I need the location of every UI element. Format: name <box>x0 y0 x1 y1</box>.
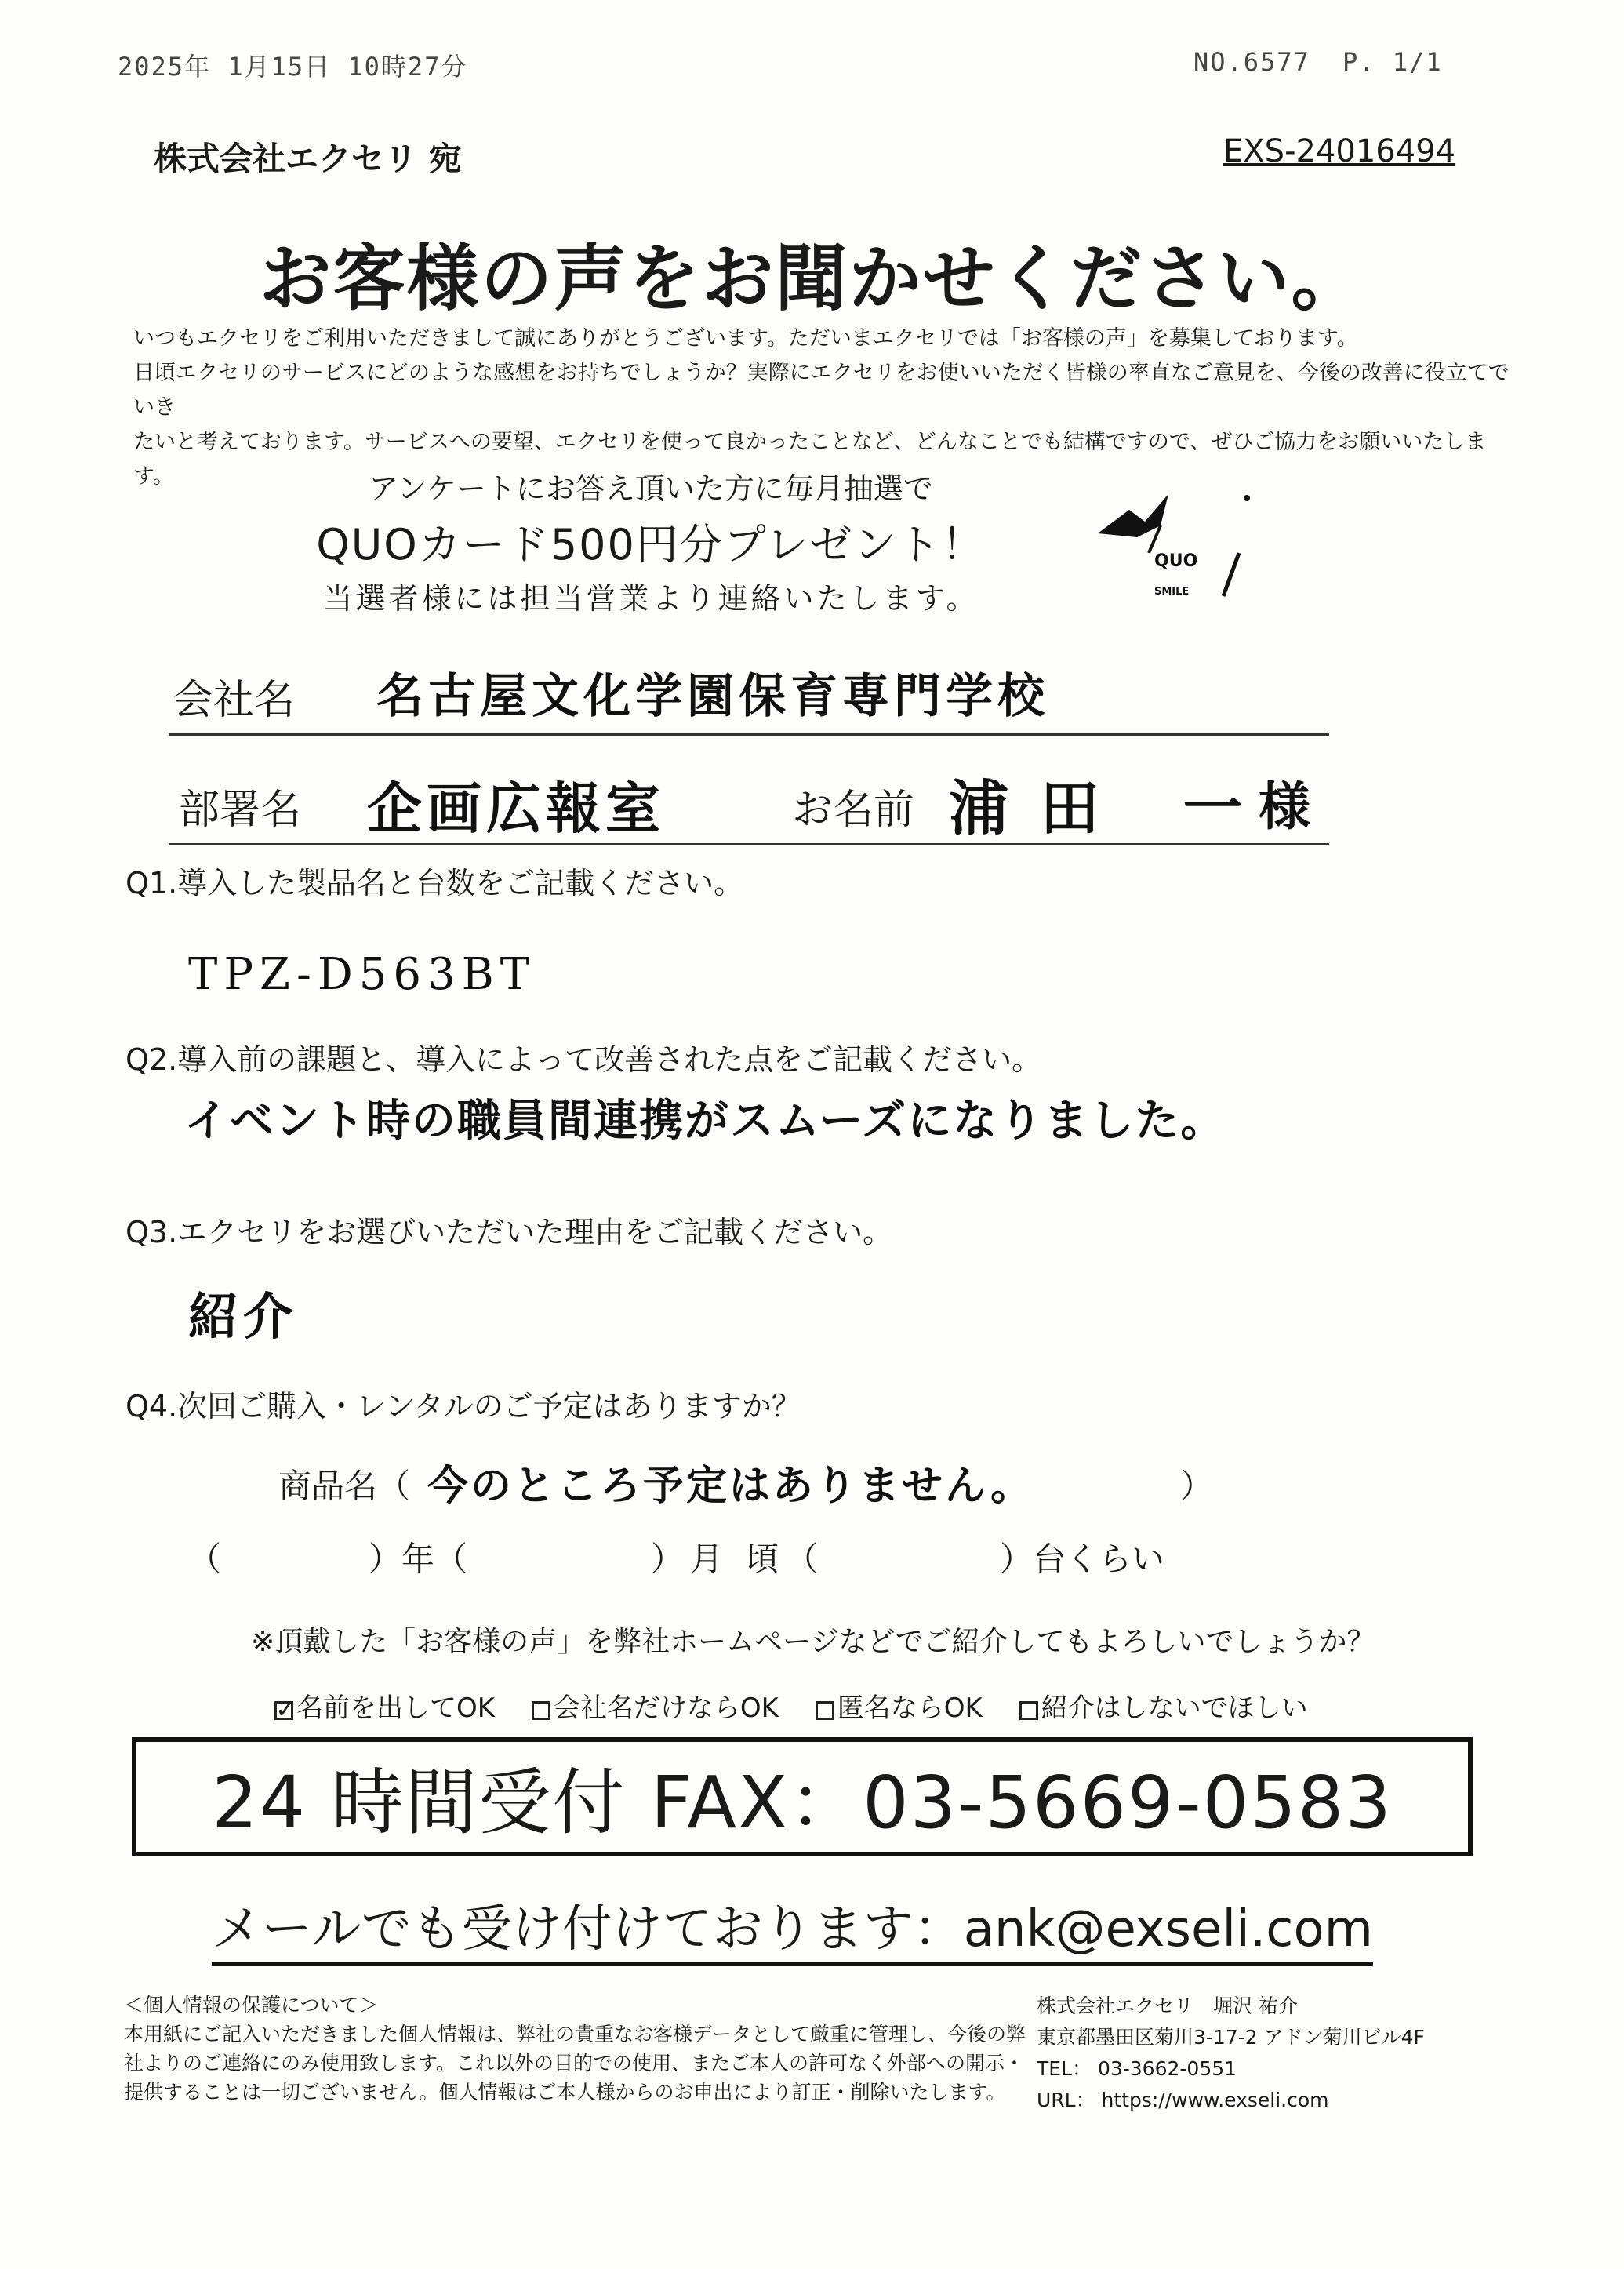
consent-option-none[interactable]: 紹介はしないでほしい <box>1019 1693 1308 1724</box>
year-label: ）年（ <box>369 1540 468 1578</box>
product-label: 商品名（ <box>278 1467 411 1505</box>
consent-question: ※頂戴した「お客様の声」を弊社ホームページなどでご紹介してもよろしいでしょうか？ <box>251 1626 1375 1658</box>
checkbox-icon[interactable] <box>1019 1701 1038 1720</box>
answer-2[interactable]: イベント時の職員間連携がスムーズになりました。 <box>184 1095 1226 1147</box>
reference-number: EXS-24016494 <box>1223 133 1456 169</box>
company-info <box>1037 1991 1425 2116</box>
company-tel: TEL： 03-3662-0551 <box>1037 2057 1237 2080</box>
campaign-line-1: アンケートにお答え頂いた方に毎月抽選で <box>369 471 933 506</box>
checkbox-icon[interactable] <box>532 1701 550 1720</box>
consent-option-company[interactable]: 会社名だけならOK <box>532 1693 779 1724</box>
answer-3[interactable]: 紹介 <box>188 1288 298 1347</box>
question-1: Q1.導入した製品名と台数をご記載ください。 <box>125 866 744 900</box>
fax-banner-text: 24 時間受付 FAX：03-5669-0583 <box>212 1761 1393 1845</box>
fax-page: P. 1/1 <box>1342 47 1443 77</box>
company-address: 東京都墨田区菊川3-17-2 アドン菊川ビル4F <box>1037 2026 1425 2049</box>
answer-1[interactable]: TPZ-D563BT <box>188 949 536 1000</box>
fax-banner <box>132 1737 1473 1856</box>
company-url[interactable]: URL： https://www.exseli.com <box>1037 2089 1329 2111</box>
dept-label: 部署名 <box>179 787 302 834</box>
amount-label: ）台くらい <box>1000 1540 1165 1578</box>
company-value[interactable]: 名古屋文化学園保育専門学校 <box>376 669 1049 724</box>
question-3: Q3.エクセリをお選びいただいた理由をご記載ください。 <box>125 1215 893 1249</box>
privacy-line: 本用紙にご記入いただきました個人情報は、弊社の貴重なお客様データとして厳重に管理し、今後の弊 <box>124 2023 1026 2045</box>
campaign-line-2: QUOカード500円分プレゼント！ <box>316 520 986 569</box>
name-label: お名前 <box>792 787 915 834</box>
year-open: （ <box>188 1540 222 1578</box>
intro-line: いつもエクセリをご利用いただきまして誠にありがとうございます。ただいまエクセリでは「お客様の声」を募集しております。 <box>133 326 1358 351</box>
privacy-line: 提供することは一切ございません。個人情報はご本人様からのお申出により訂正・削除いたします。 <box>124 2081 1006 2104</box>
consent-option-name[interactable]: ✓名前を出してOK <box>274 1693 495 1724</box>
intro-line: 日頃エクセリのサービスにどのような感想をお持ちでしょうか？実際にエクセリをお使いいただく皆様の率直なご意見を、今後の改善に役立てでいき <box>133 361 1510 420</box>
campaign-line-3: 当選者様には担当営業より連絡いたします。 <box>322 581 979 616</box>
privacy-line: 社よりのご連絡にのみ使用致します。これ以外の目的での使用、またご本人の許可なく外部への開示・ <box>124 2052 1025 2074</box>
month-label: ）月 頃（ <box>651 1540 825 1578</box>
privacy-notice <box>124 1991 1026 2107</box>
name-value[interactable]: 浦田 一 <box>949 773 1274 843</box>
question-2: Q2.導入前の課題と、導入によって改善された点をご記載ください。 <box>125 1042 1042 1077</box>
name-suffix: 様 <box>1259 776 1315 837</box>
company-label: 会社名 <box>173 677 296 724</box>
company-name: 株式会社エクセリ 堀沢 祐介 <box>1037 1994 1298 2017</box>
dept-underline <box>169 843 1329 845</box>
product-close: ） <box>1180 1467 1214 1505</box>
company-underline <box>169 733 1329 736</box>
dept-value[interactable]: 企画広報室 <box>367 776 665 841</box>
consent-option-anonymous[interactable]: 匿名ならOK <box>816 1693 983 1724</box>
question-4: Q4.次回ご購入・レンタルのご予定はありますか？ <box>125 1389 801 1424</box>
quo-card-logo-icon <box>1082 478 1270 612</box>
page-title: お客様の声をお聞かせください。 <box>259 237 1365 321</box>
mail-banner[interactable]: メールでも受け付けております：ank@exseli.com <box>212 1889 1373 1966</box>
intro-line: たいと考えております。サービスへの要望、エクセリを使って良かったことなど、どんなことでも結構ですので、ぜひご協力をお願いいたします。 <box>133 430 1487 489</box>
checked-box-icon[interactable] <box>274 1701 293 1720</box>
logo-text: QUO <box>1154 551 1198 571</box>
logo-sub: SMILE <box>1154 586 1190 598</box>
privacy-heading: ＜個人情報の保護について＞ <box>124 1994 379 2016</box>
product-value[interactable]: 今のところ予定はありません。 <box>427 1462 1034 1510</box>
consent-options <box>274 1686 1336 1725</box>
fax-number: NO.6577 <box>1193 47 1310 77</box>
fax-timestamp: 2025年 1月15日 10時27分 <box>118 52 468 82</box>
addressee: 株式会社エクセリ 宛 <box>154 140 462 178</box>
checkbox-icon[interactable] <box>816 1701 834 1720</box>
